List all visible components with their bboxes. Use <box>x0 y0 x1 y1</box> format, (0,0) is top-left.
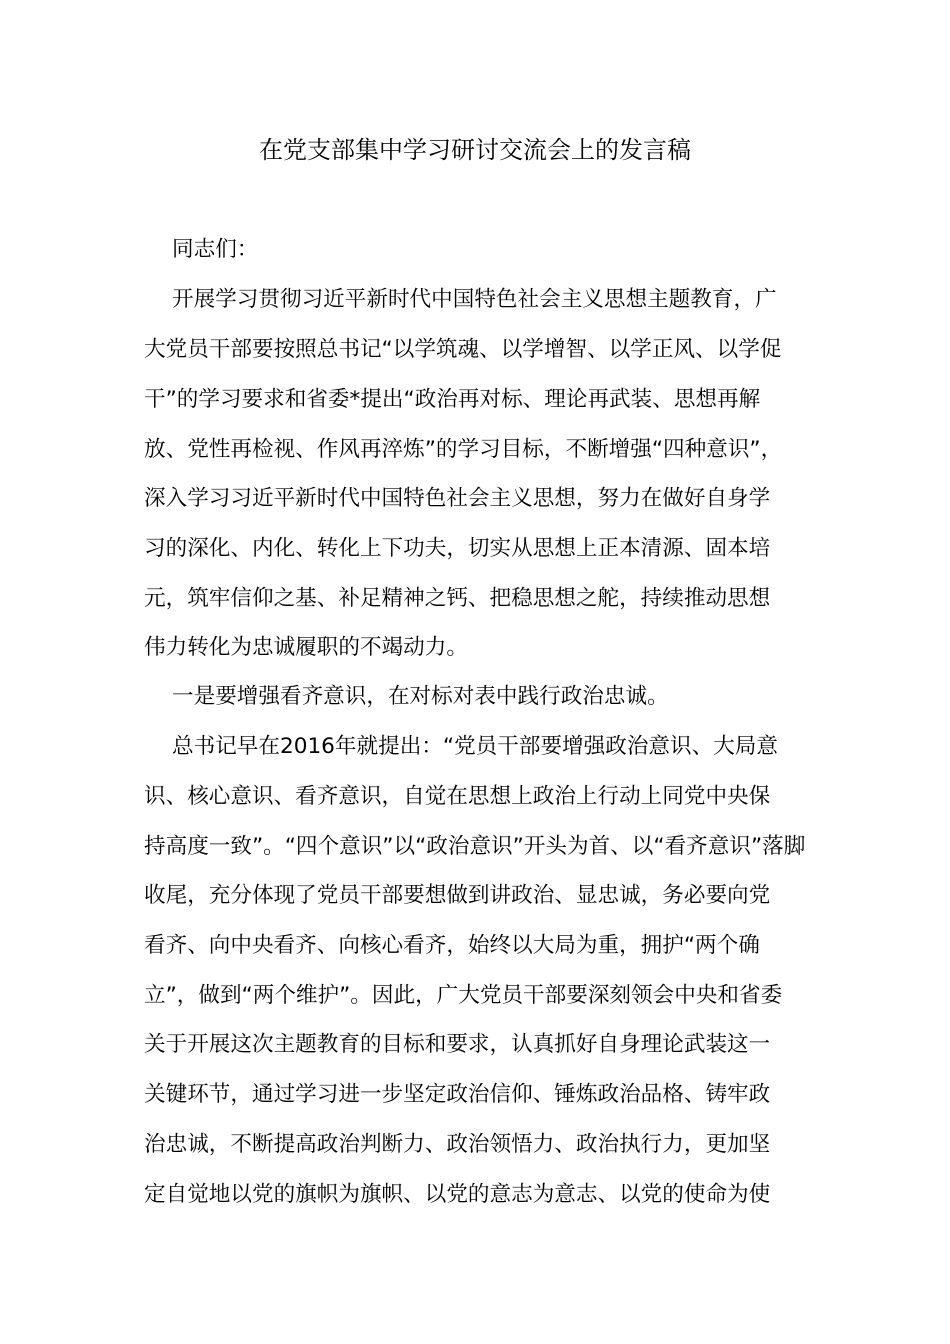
paragraph-line: 元，筑牢信仰之基、补足精神之钙、把稳思想之舵，持续推动思想 <box>144 586 771 611</box>
paragraph-line: 深入学习习近平新时代中国特色社会主义思想，努力在做好自身学 <box>144 486 771 511</box>
paragraph-line: 伟力转化为忠诚履职的不竭动力。 <box>144 635 468 660</box>
paragraph-line: 收尾，充分体现了党员干部要想做到讲政治、显忠诚，务必要向党 <box>144 883 771 908</box>
section-heading-line: 一是要增强看齐意识，在对标对表中践行政治忠诚。 <box>172 684 669 709</box>
document-title: 在党支部集中学习研讨交流会上的发言稿 <box>259 136 691 164</box>
paragraph-line: 放、党性再检视、作风再淬炼”的学习目标，不断增强“四种意识”， <box>144 437 783 462</box>
paragraph-line: 定自觉地以党的旗帜为旗帜、以党的意志为意志、以党的使命为使 <box>144 1182 771 1207</box>
paragraph-line: 关键环节，通过学习进一步坚定政治信仰、锤炼政治品格、铸牢政 <box>144 1082 771 1107</box>
paragraph-line: 开展学习贯彻习近平新时代中国特色社会主义思想主题教育，广 <box>172 287 777 312</box>
paragraph-line: 立”，做到“两个维护”。因此，广大党员干部要深刻领会中央和省委 <box>144 983 783 1008</box>
paragraph-line: 持高度一致”。“四个意识”以“政治意识”开头为首、以“看齐意识”落脚 <box>144 834 806 859</box>
paragraph-line: 习的深化、内化、转化上下功夫，切实从思想上正本清源、固本培 <box>144 536 771 561</box>
paragraph-line: 同志们： <box>172 237 259 262</box>
paragraph-line: 关于开展这次主题教育的目标和要求，认真抓好自身理论武装这一 <box>144 1032 771 1057</box>
paragraph-line: 干”的学习要求和省委*提出“政治再对标、理论再武装、思想再解 <box>144 387 761 412</box>
paragraph-line: 总书记早在2016年就提出：“党员干部要增强政治意识、大局意 <box>172 734 778 759</box>
paragraph-line: 大党员干部要按照总书记“以学筑魂、以学增智、以学正风、以学促 <box>144 337 782 362</box>
paragraph-line: 识、核心意识、看齐意识，自觉在思想上政治上行动上同党中央保 <box>144 784 771 809</box>
paragraph-line: 治忠诚，不断提高政治判断力、政治领悟力、政治执行力，更加坚 <box>144 1132 771 1157</box>
paragraph-line: 看齐、向中央看齐、向核心看齐，始终以大局为重，拥护“两个确 <box>144 933 760 958</box>
